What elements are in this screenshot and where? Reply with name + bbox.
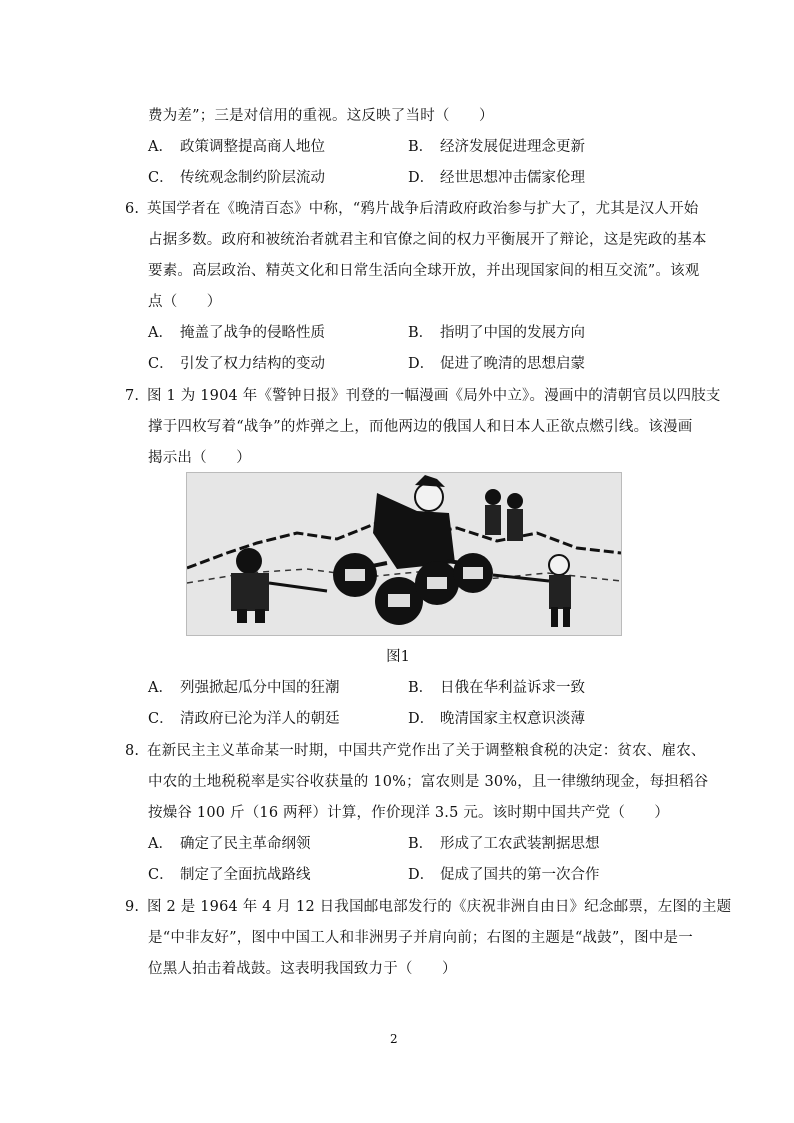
cartoon-illustration (187, 473, 621, 635)
q6-stem-line-1: 6. 英国学者在《晚清百态》中称，“鸦片战争后清政府政治参与扩大了，尤其是汉人开始 (125, 201, 699, 217)
q8-option-d[interactable]: D． 促成了国共的第一次合作 (408, 867, 600, 883)
q6-stem-line-4: 点（ ） (148, 294, 222, 310)
cartoon-figure-1 (186, 472, 622, 636)
q5-option-a[interactable]: A． 政策调整提高商人地位 (148, 139, 325, 155)
q9-stem-line-3: 位黑人拍击着战鼓。这表明我国致力于（ ） (148, 961, 457, 977)
q6-option-d[interactable]: D． 促进了晚清的思想启蒙 (408, 356, 585, 372)
q6-stem-line-2: 占据多数。政府和被统治者就君主和官僚之间的权力平衡展开了辩论，这是宪政的基本 (148, 232, 707, 248)
q9-number: 9. (125, 899, 140, 915)
q6-option-a[interactable]: A． 掩盖了战争的侵略性质 (148, 325, 325, 341)
q6-number: 6. (125, 201, 140, 217)
q7-stem-line-1: 7. 图 1 为 1904 年《警钟日报》刊登的一幅漫画《局外中立》。漫画中的清朝官员以四肢支 (125, 388, 721, 404)
q8-stem-line-2: 中农的土地税税率是实谷收获量的 10%；富农则是 30%，且一律缴纳现金，每担稻谷 (148, 774, 709, 790)
q6-stem-line-3: 要素。高层政治、精英文化和日常生活向全球开放，并出现国家间的相互交流”。该观 (148, 263, 700, 279)
q7-option-c[interactable]: C． 清政府已沦为洋人的朝廷 (148, 711, 340, 727)
q5-continuation-line: 费为差”；三是对信用的重视。这反映了当时（ ） (148, 108, 494, 124)
q7-number: 7. (125, 388, 140, 404)
q7-option-b[interactable]: B． 日俄在华利益诉求一致 (408, 680, 585, 696)
page-number: 2 (390, 1032, 398, 1046)
q9-stem-line-2: 是“中非友好”，图中中国工人和非洲男子并肩向前；右图的主题是“战鼓”，图中是一 (148, 930, 693, 946)
q6-option-c[interactable]: C． 引发了权力结构的变动 (148, 356, 325, 372)
q7-stem-line-2: 撑于四枚写着“战争”的炸弹之上，而他两边的俄国人和日本人正欲点燃引线。该漫画 (148, 419, 693, 435)
q7-option-a[interactable]: A． 列强掀起瓜分中国的狂潮 (148, 680, 340, 696)
q5-option-d[interactable]: D． 经世思想冲击儒家伦理 (408, 170, 585, 186)
q8-stem-line-1: 8. 在新民主主义革命某一时期，中国共产党作出了关于调整粮食税的决定：贫农、雇农、 (125, 743, 706, 759)
q8-stem-line-3: 按燥谷 100 斤（16 两秤）计算，作价现洋 3.5 元。该时期中国共产党（ ） (148, 805, 670, 821)
q5-option-c[interactable]: C． 传统观念制约阶层流动 (148, 170, 325, 186)
q8-option-b[interactable]: B． 形成了工农武装割据思想 (408, 836, 600, 852)
q8-option-a[interactable]: A． 确定了民主革命纲领 (148, 836, 311, 852)
q7-stem-line-3: 揭示出（ ） (148, 450, 251, 466)
q8-number: 8. (125, 743, 140, 759)
q5-option-b[interactable]: B． 经济发展促进理念更新 (408, 139, 585, 155)
figure-1-caption: 图1 (386, 649, 410, 665)
q9-stem-line-1: 9. 图 2 是 1964 年 4 月 12 日我国邮电部发行的《庆祝非洲自由日》纪念邮票，左图的主题 (125, 899, 732, 915)
q8-option-c[interactable]: C． 制定了全面抗战路线 (148, 867, 311, 883)
q7-option-d[interactable]: D． 晚清国家主权意识淡薄 (408, 711, 585, 727)
q6-option-b[interactable]: B． 指明了中国的发展方向 (408, 325, 585, 341)
